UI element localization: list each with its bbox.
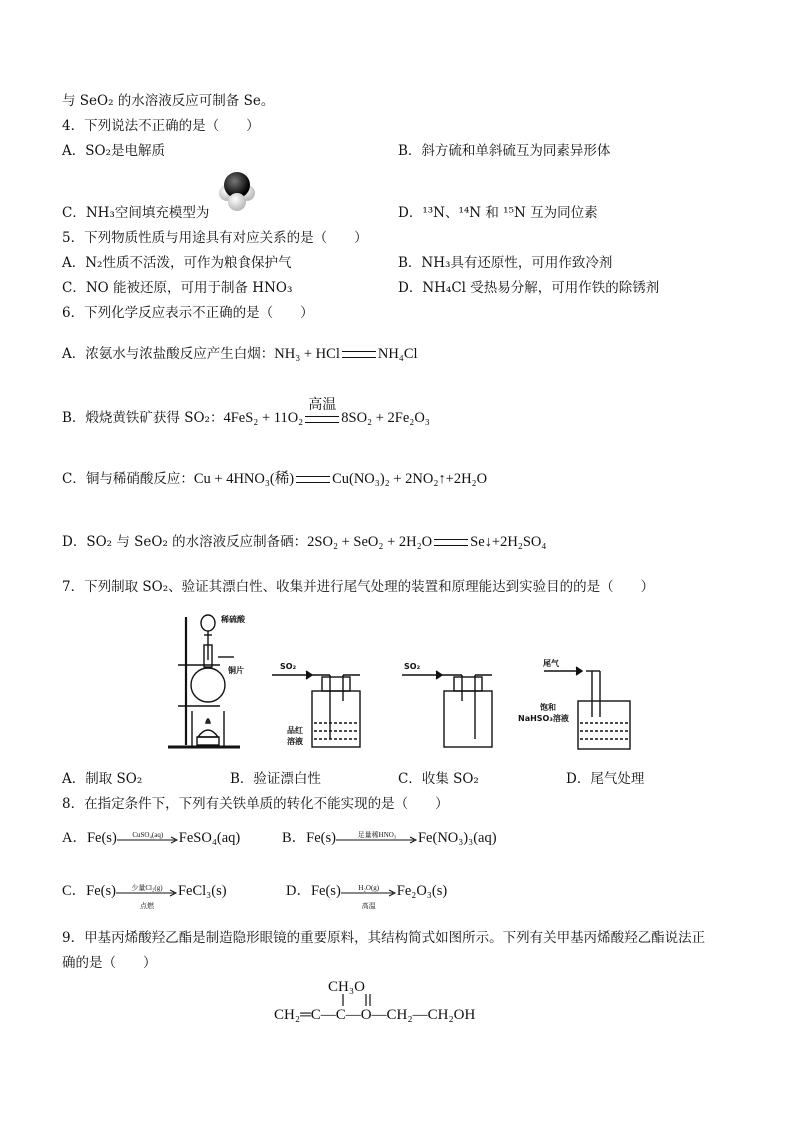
q4-option-d: D．¹³N、¹⁴N 和 ¹⁵N 互为同位素 bbox=[398, 205, 598, 221]
q8-option-d bbox=[286, 882, 448, 910]
label-saturated: 饱和 bbox=[540, 703, 556, 712]
q8-b-rhs: Fe(NO₃)₃(aq) bbox=[417, 830, 497, 846]
q7-apparatus-figure bbox=[160, 605, 660, 755]
equals-sign bbox=[296, 476, 330, 483]
q7-option-d: D．尾气处理 bbox=[566, 771, 645, 787]
q4-option-b: B．斜方硫和单斜硫互为同素异形体 bbox=[398, 143, 611, 159]
label-copper: 铜片 bbox=[228, 666, 244, 675]
label-pinred: 品红溶液 bbox=[287, 726, 303, 746]
structure-main-line: CH₂═C—C—O—CH₂—CH₂OH bbox=[274, 1007, 476, 1023]
label-so2-c: SO₂ bbox=[404, 662, 421, 671]
q8-c-condition: 少量Cl₂(g) bbox=[131, 883, 163, 892]
q6-option-c bbox=[62, 470, 487, 488]
q6-stem: 6．下列化学反应表示不正确的是（ ） bbox=[62, 305, 314, 321]
q8-d-condition: H₂O(g) bbox=[358, 883, 380, 892]
q9-stem-line1: 9．甲基丙烯酸羟乙酯是制造隐形眼镜的重要原料，其结构简式如图所示。下列有关甲基丙烯酸羟乙酯说法正 bbox=[62, 930, 706, 946]
q6-c-lhs: Cu + 4HNO₃(稀) bbox=[193, 471, 295, 487]
q6-a-lhs: NH₃ + HCl bbox=[274, 346, 340, 362]
q8-d-lhs: D．Fe(s) bbox=[286, 883, 341, 899]
q8-a-lhs: A．Fe(s) bbox=[62, 830, 117, 846]
q6-d-label: D．SO₂ 与 SeO₂ 的水溶液反应制备硒： bbox=[62, 534, 308, 550]
q8-c-lhs: C．Fe(s) bbox=[62, 883, 116, 899]
q4-stem: 4．下列说法不正确的是（ ） bbox=[62, 118, 260, 134]
equals-sign bbox=[305, 416, 339, 423]
q8-d-rhs: Fe₂O₃(s) bbox=[396, 883, 448, 899]
q8-c-rhs: FeCl₃(s) bbox=[177, 883, 227, 899]
q8-option-b bbox=[282, 829, 497, 847]
q8-b-condition: 足量稀HNO₃ bbox=[357, 830, 397, 839]
q6-a-rhs: NH₄Cl bbox=[377, 346, 418, 362]
q8-b-lhs: B．Fe(s) bbox=[282, 830, 336, 846]
q8-option-c bbox=[62, 882, 227, 910]
q8-a-rhs: FeSO₄(aq) bbox=[178, 830, 241, 846]
q6-option-d bbox=[62, 533, 546, 551]
q9-stem-line2: 确的是（ ） bbox=[62, 955, 157, 971]
q7-option-c: C．收集 SO₂ bbox=[398, 771, 479, 787]
q6-b-lhs: 4FeS₂ + 11O₂ bbox=[223, 410, 304, 426]
q8-a-condition: CuSO₄(aq) bbox=[132, 830, 164, 839]
q6-c-label: C．铜与稀硝酸反应： bbox=[62, 471, 194, 487]
label-dilute-acid: 稀硫酸 bbox=[221, 615, 245, 624]
q6-option-b bbox=[62, 396, 430, 427]
q8-c-condition-2: 点燃 bbox=[139, 901, 154, 910]
q7-option-a: A．制取 SO₂ bbox=[62, 771, 143, 787]
q6-d-rhs: Se↓+2H₂SO₄ bbox=[470, 534, 547, 550]
label-so2-b: SO₂ bbox=[280, 662, 297, 671]
q5-option-a: A．N₂性质不活泼，可作为粮食保护气 bbox=[62, 255, 292, 271]
q6-a-label: A．浓氨水与浓盐酸反应产生白烟： bbox=[62, 346, 275, 362]
q8-stem: 8．在指定条件下，下列有关铁单质的转化不能实现的是（ ） bbox=[62, 796, 449, 812]
q4-option-c: C．NH₃空间填充模型为 bbox=[62, 205, 210, 221]
q8-d-condition-2: 高温 bbox=[361, 901, 376, 910]
intro-line: 与 SeO₂ 的水溶液反应可制备 Se。 bbox=[62, 93, 275, 109]
q8-option-a bbox=[62, 829, 240, 847]
q5-stem: 5．下列物质性质与用途具有对应关系的是（ ） bbox=[62, 230, 368, 246]
equals-sign bbox=[434, 539, 468, 546]
nh3-space-filling-model bbox=[214, 168, 260, 214]
q4-option-a: A．SO₂是电解质 bbox=[62, 143, 165, 159]
q6-b-condition: 高温 bbox=[308, 396, 337, 413]
q6-b-label: B．煅烧黄铁矿获得 SO₂： bbox=[62, 410, 224, 426]
q6-b-rhs: 8SO₂ + 2Fe₂O₃ bbox=[341, 410, 430, 426]
q5-option-b: B．NH₃具有还原性，可用作致冷剂 bbox=[398, 255, 613, 271]
q7-option-b: B．验证漂白性 bbox=[230, 771, 321, 787]
q5-option-d: D．NH₄Cl 受热易分解，可用作铁的除锈剂 bbox=[398, 280, 660, 296]
q7-stem: 7．下列制取 SO₂、验证其漂白性、收集并进行尾气处理的装置和原理能达到实验目的的是（ ） bbox=[62, 579, 655, 595]
q6-c-rhs: Cu(NO₃)₂ + 2NO₂↑+2H₂O bbox=[332, 471, 488, 487]
structure-top-line: CH₃O bbox=[328, 979, 365, 995]
equals-sign bbox=[342, 351, 376, 358]
q6-d-lhs: 2SO₂ + SeO₂ + 2H₂O bbox=[307, 534, 433, 550]
q5-option-c: C．NO 能被还原，可用于制备 HNO₃ bbox=[62, 280, 293, 296]
label-tail-gas: 尾气 bbox=[543, 659, 559, 668]
q6-option-a bbox=[62, 345, 418, 363]
label-nahso3: NaHSO₃溶液 bbox=[518, 714, 569, 723]
